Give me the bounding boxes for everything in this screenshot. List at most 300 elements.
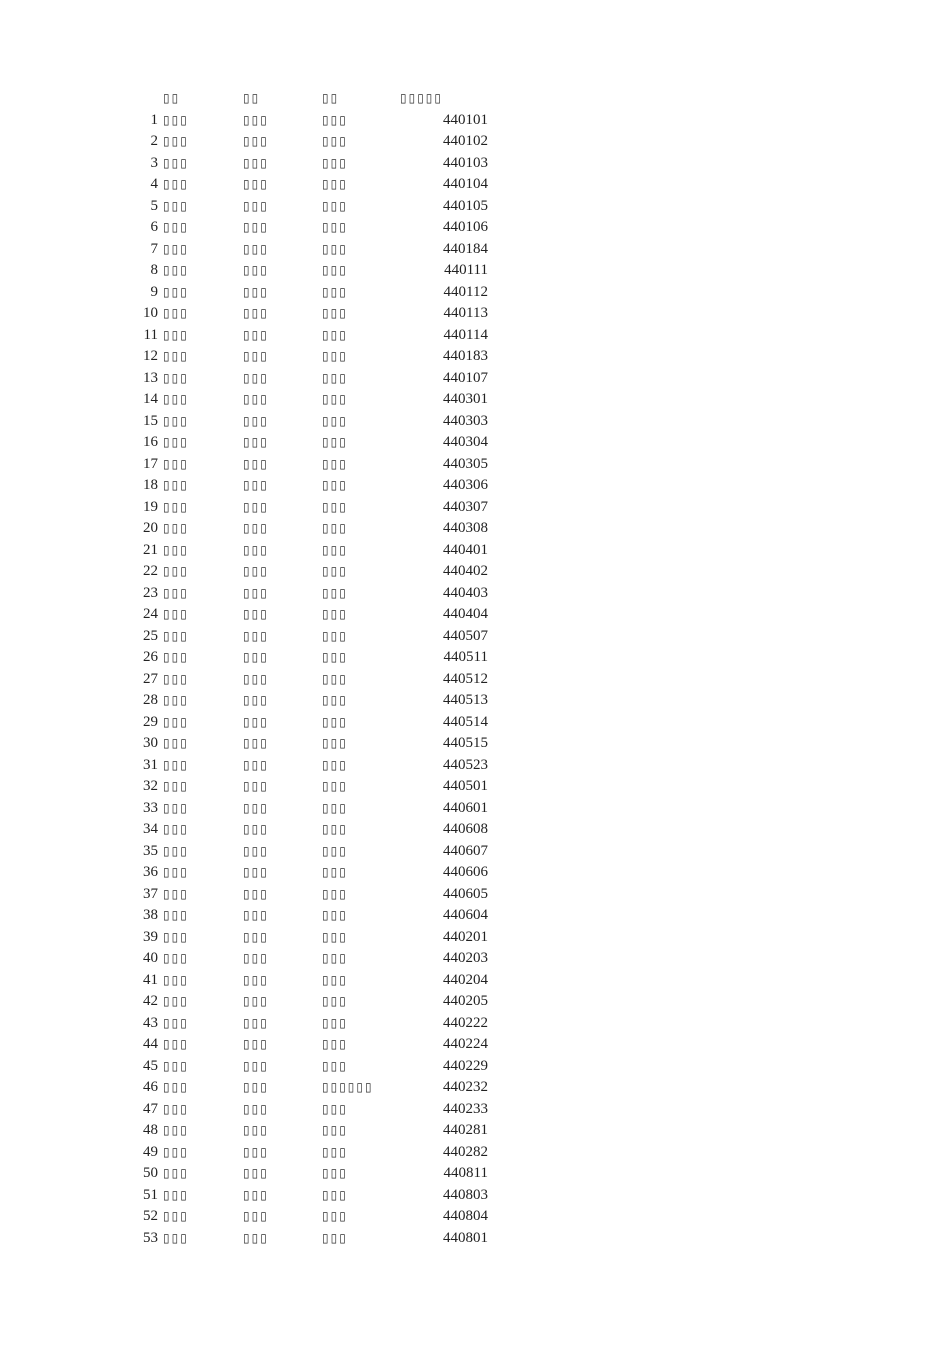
table-row [0,1163,950,1185]
table-row [0,432,950,454]
table-body [0,110,950,1250]
cell-col-b: ▯▯▯ [243,521,269,535]
cell-col-b: ▯▯▯ [243,1058,269,1073]
cell-col-a: ▯▯▯ [163,693,189,707]
table-row [0,303,950,325]
cell-col-b: ▯▯▯ [243,843,269,858]
cell-col-c: ▯▯▯ [322,714,348,729]
table-row [0,927,950,949]
cell-col-b: ▯▯▯ [243,198,269,213]
row-index: 49 [143,1143,158,1160]
cell-col-a: ▯▯▯ [163,1101,189,1116]
cell-col-a: ▯▯▯ [163,456,189,471]
row-index: 5 [150,197,158,214]
table-row [0,905,950,927]
cell-col-a: ▯▯▯ [163,736,189,750]
cell-col-b: ▯▯▯ [243,1166,269,1180]
table-row [0,1034,950,1056]
cell-col-b: ▯▯▯ [243,1187,269,1202]
cell-col-a: ▯▯▯ [163,972,189,987]
cell-code: 440607 [443,842,488,859]
table-row [0,1206,950,1228]
table-row [0,755,950,777]
cell-col-a: ▯▯▯ [163,1123,189,1137]
cell-code: 440513 [443,692,488,708]
cell-col-b: ▯▯▯ [243,413,269,428]
cell-code: 440801 [443,1229,488,1246]
cell-col-a: ▯▯▯ [163,865,189,879]
cell-col-c: ▯▯▯ [322,1187,348,1202]
cell-col-c: ▯▯▯ [322,951,348,965]
cell-col-c: ▯▯▯ [322,220,348,234]
cell-code: 440233 [443,1100,488,1117]
cell-code: 440111 [444,262,488,278]
cell-col-c: ▯▯▯ [322,1123,348,1137]
table-row [0,174,950,196]
table-row [0,798,950,820]
cell-col-a: ▯▯▯ [163,370,189,385]
cell-code: 440608 [443,821,488,837]
cell-col-c: ▯▯▯ [322,671,348,686]
cell-col-c: ▯▯▯ [322,456,348,471]
cell-col-a: ▯▯▯ [163,155,189,170]
cell-col-c: ▯▯▯ [322,435,348,449]
table-row [0,368,950,390]
cell-col-c: ▯▯▯ [322,908,348,922]
cell-col-c: ▯▯▯ [322,1209,348,1223]
table-row [0,411,950,433]
cell-code: 440282 [443,1143,488,1160]
cell-code: 440811 [443,1165,488,1181]
table-row [0,1185,950,1207]
row-index: 31 [143,756,158,773]
row-index: 27 [143,670,158,687]
table-row [0,475,950,497]
cell-col-c: ▯▯▯ [322,177,348,191]
row-index: 10 [143,305,158,321]
cell-col-b: ▯▯▯ [243,671,269,686]
cell-col-a: ▯▯▯ [163,1209,189,1223]
table-row [0,217,950,239]
table-row [0,819,950,841]
cell-col-c: ▯▯▯ [322,1144,348,1159]
cell-col-a: ▯▯▯ [163,284,189,299]
row-index: 36 [143,864,158,880]
cell-col-b: ▯▯▯ [243,929,269,944]
cell-col-b: ▯▯▯ [243,822,269,836]
cell-col-b: ▯▯▯ [243,1080,269,1094]
cell-col-c: ▯▯▯ [322,134,348,148]
table-row [0,239,950,261]
table-row [0,1077,950,1099]
cell-code: 440101 [443,111,488,128]
header-col-code: ▯▯▯▯▯ [400,91,444,105]
cell-col-b: ▯▯▯ [243,155,269,170]
cell-col-a: ▯▯▯ [163,671,189,686]
cell-col-a: ▯▯▯ [163,435,189,449]
cell-code: 440301 [443,391,488,407]
cell-col-a: ▯▯▯ [163,241,189,256]
cell-col-a: ▯▯▯ [163,779,189,793]
cell-code: 440511 [443,649,488,665]
table-row [0,131,950,153]
cell-col-a: ▯▯▯ [163,413,189,428]
cell-col-b: ▯▯▯ [243,951,269,965]
table-row [0,991,950,1013]
table-row [0,1142,950,1164]
cell-code: 440512 [443,670,488,687]
table-row [0,669,950,691]
cell-code: 440183 [443,348,488,364]
cell-col-c: ▯▯▯ [322,1058,348,1073]
row-index: 20 [143,520,158,536]
cell-col-c: ▯▯▯ [322,349,348,363]
cell-code: 440604 [443,907,488,923]
cell-col-a: ▯▯▯ [163,1058,189,1073]
row-index: 24 [143,606,158,622]
cell-code: 440201 [443,928,488,945]
cell-code: 440804 [443,1208,488,1224]
row-index: 28 [143,692,158,708]
row-index: 32 [143,778,158,794]
cell-col-c: ▯▯▯▯▯▯ [322,1080,374,1094]
cell-col-a: ▯▯▯ [163,198,189,213]
cell-code: 440203 [443,950,488,966]
row-index: 37 [143,885,158,902]
cell-code: 440606 [443,864,488,880]
cell-col-b: ▯▯▯ [243,736,269,750]
cell-col-a: ▯▯▯ [163,177,189,191]
cell-col-c: ▯▯▯ [322,1101,348,1116]
table-row [0,389,950,411]
cell-code: 440205 [443,993,488,1009]
table-row [0,282,950,304]
row-index: 35 [143,842,158,859]
cell-col-a: ▯▯▯ [163,499,189,514]
cell-col-a: ▯▯▯ [163,478,189,492]
table-row [0,153,950,175]
row-index: 40 [143,950,158,966]
cell-col-a: ▯▯▯ [163,349,189,363]
cell-col-a: ▯▯▯ [163,994,189,1008]
row-index: 3 [150,154,158,171]
cell-col-b: ▯▯▯ [243,499,269,514]
cell-col-a: ▯▯▯ [163,263,189,277]
cell-col-c: ▯▯▯ [322,284,348,299]
cell-col-b: ▯▯▯ [243,886,269,901]
cell-col-c: ▯▯▯ [322,1037,348,1051]
cell-col-b: ▯▯▯ [243,650,269,664]
row-index: 38 [143,907,158,923]
cell-col-b: ▯▯▯ [243,542,269,557]
row-index: 29 [143,713,158,730]
cell-code: 440224 [443,1036,488,1052]
row-index: 30 [143,735,158,751]
row-index: 19 [143,498,158,515]
cell-col-b: ▯▯▯ [243,865,269,879]
row-index: 21 [143,541,158,558]
cell-col-a: ▯▯▯ [163,564,189,578]
cell-col-c: ▯▯▯ [322,994,348,1008]
cell-col-a: ▯▯▯ [163,800,189,815]
row-index: 9 [150,283,158,300]
table-row [0,604,950,626]
cell-col-c: ▯▯▯ [322,972,348,987]
cell-code: 440106 [443,219,488,235]
table-row [0,841,950,863]
cell-code: 440605 [443,885,488,902]
cell-col-a: ▯▯▯ [163,886,189,901]
cell-col-b: ▯▯▯ [243,585,269,600]
cell-code: 440601 [443,799,488,816]
cell-col-a: ▯▯▯ [163,929,189,944]
cell-col-c: ▯▯▯ [322,736,348,750]
cell-col-b: ▯▯▯ [243,134,269,148]
cell-code: 440232 [443,1079,488,1095]
table-row [0,346,950,368]
cell-col-c: ▯▯▯ [322,564,348,578]
cell-code: 440112 [443,283,488,300]
cell-col-c: ▯▯▯ [322,757,348,772]
cell-col-c: ▯▯▯ [322,607,348,621]
cell-col-b: ▯▯▯ [243,908,269,922]
row-index: 39 [143,928,158,945]
cell-code: 440103 [443,154,488,171]
cell-col-c: ▯▯▯ [322,327,348,342]
cell-col-c: ▯▯▯ [322,886,348,901]
cell-col-c: ▯▯▯ [322,929,348,944]
cell-col-b: ▯▯▯ [243,112,269,127]
cell-col-c: ▯▯▯ [322,1166,348,1180]
cell-col-a: ▯▯▯ [163,112,189,127]
cell-code: 440308 [443,520,488,536]
row-index: 44 [143,1036,158,1052]
cell-col-b: ▯▯▯ [243,435,269,449]
cell-code: 440401 [443,541,488,558]
table-row [0,626,950,648]
cell-code: 440507 [443,627,488,644]
cell-col-c: ▯▯▯ [322,585,348,600]
row-index: 33 [143,799,158,816]
cell-col-c: ▯▯▯ [322,499,348,514]
cell-col-b: ▯▯▯ [243,327,269,342]
cell-code: 440104 [443,176,488,192]
table-row [0,733,950,755]
row-index: 13 [143,369,158,386]
cell-col-c: ▯▯▯ [322,413,348,428]
table-row [0,196,950,218]
table-row [0,862,950,884]
cell-col-c: ▯▯▯ [322,370,348,385]
cell-col-b: ▯▯▯ [243,1230,269,1245]
cell-col-a: ▯▯▯ [163,1144,189,1159]
cell-col-a: ▯▯▯ [163,1037,189,1051]
cell-col-a: ▯▯▯ [163,1080,189,1094]
row-index: 14 [143,391,158,407]
cell-col-c: ▯▯▯ [322,478,348,492]
cell-col-b: ▯▯▯ [243,714,269,729]
cell-code: 440105 [443,197,488,214]
table-row [0,540,950,562]
cell-col-b: ▯▯▯ [243,349,269,363]
cell-col-c: ▯▯▯ [322,800,348,815]
cell-col-b: ▯▯▯ [243,456,269,471]
row-index: 47 [143,1100,158,1117]
cell-code: 440403 [443,584,488,601]
table-row [0,497,950,519]
cell-col-a: ▯▯▯ [163,521,189,535]
cell-col-c: ▯▯▯ [322,198,348,213]
cell-col-b: ▯▯▯ [243,972,269,987]
table-header-row [0,88,950,110]
table-row [0,647,950,669]
cell-col-c: ▯▯▯ [322,521,348,535]
table-row [0,1228,950,1250]
table-row [0,1013,950,1035]
cell-code: 440523 [443,756,488,773]
cell-code: 440307 [443,498,488,515]
cell-col-b: ▯▯▯ [243,1101,269,1116]
row-index: 46 [143,1079,158,1095]
cell-col-b: ▯▯▯ [243,607,269,621]
cell-col-a: ▯▯▯ [163,951,189,965]
cell-col-a: ▯▯▯ [163,607,189,621]
cell-col-b: ▯▯▯ [243,220,269,234]
row-index: 25 [143,627,158,644]
cell-code: 440281 [443,1122,488,1138]
cell-col-b: ▯▯▯ [243,241,269,256]
table-row [0,561,950,583]
row-index: 51 [143,1186,158,1203]
cell-col-b: ▯▯▯ [243,1123,269,1137]
table-row [0,1056,950,1078]
cell-col-a: ▯▯▯ [163,306,189,320]
row-index: 8 [150,262,158,278]
cell-col-a: ▯▯▯ [163,822,189,836]
cell-col-b: ▯▯▯ [243,370,269,385]
row-index: 42 [143,993,158,1009]
cell-col-b: ▯▯▯ [243,994,269,1008]
cell-col-c: ▯▯▯ [322,241,348,256]
cell-col-b: ▯▯▯ [243,263,269,277]
header-col-c: ▯▯ [322,91,340,105]
cell-col-a: ▯▯▯ [163,757,189,772]
row-index: 15 [143,412,158,429]
row-index: 6 [150,219,158,235]
table-row [0,110,950,132]
cell-code: 440107 [443,369,488,386]
row-index: 23 [143,584,158,601]
cell-col-a: ▯▯▯ [163,714,189,729]
cell-col-c: ▯▯▯ [322,628,348,643]
cell-code: 440114 [443,326,488,343]
table-row [0,260,950,282]
region-code-table [0,88,950,1249]
cell-col-b: ▯▯▯ [243,306,269,320]
row-index: 48 [143,1122,158,1138]
table-row [0,776,950,798]
cell-col-a: ▯▯▯ [163,1015,189,1030]
cell-code: 440514 [443,713,488,730]
cell-col-c: ▯▯▯ [322,650,348,664]
cell-code: 440222 [443,1014,488,1031]
cell-col-b: ▯▯▯ [243,284,269,299]
cell-col-c: ▯▯▯ [322,779,348,793]
row-index: 52 [143,1208,158,1224]
header-col-b: ▯▯ [243,91,261,105]
header-col-a: ▯▯ [163,91,181,105]
cell-col-c: ▯▯▯ [322,392,348,406]
cell-code: 440204 [443,971,488,988]
cell-col-a: ▯▯▯ [163,628,189,643]
cell-col-c: ▯▯▯ [322,263,348,277]
cell-code: 440304 [443,434,488,450]
row-index: 18 [143,477,158,493]
cell-col-b: ▯▯▯ [243,693,269,707]
row-index: 43 [143,1014,158,1031]
row-index: 16 [143,434,158,450]
cell-col-c: ▯▯▯ [322,1015,348,1030]
cell-col-a: ▯▯▯ [163,327,189,342]
cell-code: 440404 [443,606,488,622]
cell-col-a: ▯▯▯ [163,220,189,234]
cell-col-c: ▯▯▯ [322,112,348,127]
cell-col-b: ▯▯▯ [243,177,269,191]
cell-col-c: ▯▯▯ [322,1230,348,1245]
table-row [0,454,950,476]
row-index: 45 [143,1057,158,1074]
cell-col-c: ▯▯▯ [322,865,348,879]
cell-col-b: ▯▯▯ [243,392,269,406]
row-index: 50 [143,1165,158,1181]
cell-col-a: ▯▯▯ [163,843,189,858]
cell-col-c: ▯▯▯ [322,822,348,836]
cell-col-b: ▯▯▯ [243,1209,269,1223]
cell-code: 440515 [443,735,488,751]
row-index: 12 [143,348,158,364]
cell-col-b: ▯▯▯ [243,478,269,492]
table-row [0,884,950,906]
cell-col-a: ▯▯▯ [163,908,189,922]
row-index: 41 [143,971,158,988]
cell-col-a: ▯▯▯ [163,585,189,600]
cell-col-c: ▯▯▯ [322,693,348,707]
row-index: 1 [150,111,158,128]
row-index: 2 [150,133,158,149]
cell-col-a: ▯▯▯ [163,650,189,664]
table-row [0,1120,950,1142]
cell-col-b: ▯▯▯ [243,800,269,815]
cell-col-a: ▯▯▯ [163,392,189,406]
table-row [0,948,950,970]
cell-col-b: ▯▯▯ [243,1144,269,1159]
cell-code: 440306 [443,477,488,493]
cell-code: 440184 [443,240,488,257]
cell-col-b: ▯▯▯ [243,757,269,772]
cell-col-b: ▯▯▯ [243,564,269,578]
row-index: 4 [150,176,158,192]
cell-col-c: ▯▯▯ [322,843,348,858]
cell-col-b: ▯▯▯ [243,1037,269,1051]
table-row [0,690,950,712]
cell-col-a: ▯▯▯ [163,542,189,557]
cell-code: 440305 [443,455,488,472]
cell-col-a: ▯▯▯ [163,134,189,148]
row-index: 11 [143,326,158,343]
row-index: 7 [150,240,158,257]
table-row [0,712,950,734]
row-index: 34 [143,821,158,837]
